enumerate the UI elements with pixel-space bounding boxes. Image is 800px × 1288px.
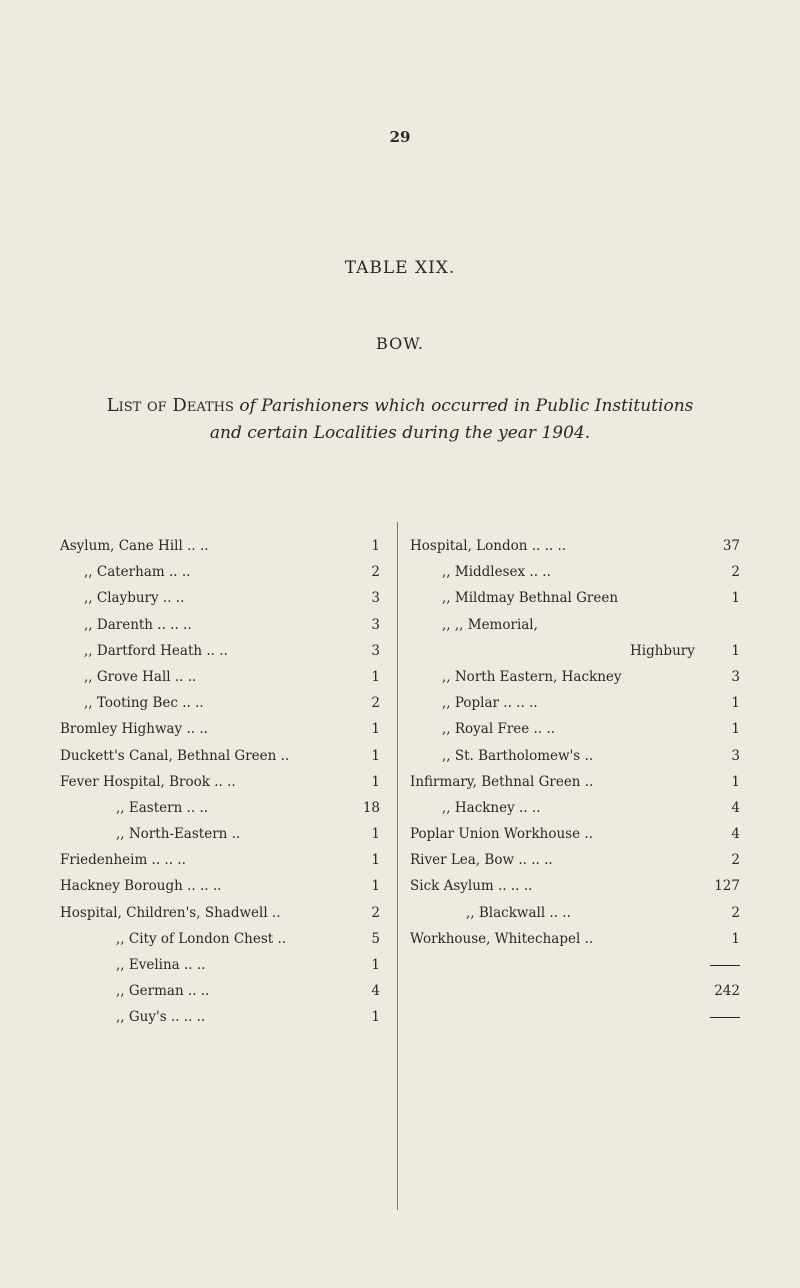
death-count: 127 xyxy=(714,878,740,895)
institution-name: Infirmary, Bethnal Green .. xyxy=(410,773,594,790)
table-row xyxy=(410,926,740,952)
table-row xyxy=(60,821,380,847)
table-caption xyxy=(80,392,720,447)
right-column xyxy=(410,533,740,1031)
table-row xyxy=(410,638,740,664)
death-count: 4 xyxy=(731,826,740,843)
death-count: 1 xyxy=(371,957,380,973)
death-count: 1 xyxy=(731,721,740,738)
caption-rest: of Parishioners which occurred in Public Institutions xyxy=(233,396,694,416)
death-count: 1 xyxy=(371,852,380,869)
death-count: 1 xyxy=(731,773,740,790)
table-row xyxy=(60,743,380,769)
death-count: 2 xyxy=(371,904,380,921)
table-row xyxy=(60,533,380,559)
column-divider xyxy=(397,522,398,1210)
death-count: 3 xyxy=(371,590,380,607)
institution-name: ,, City of London Chest .. xyxy=(116,930,287,947)
death-count: 3 xyxy=(371,616,380,633)
death-count: 3 xyxy=(371,642,380,659)
death-count: 1 xyxy=(371,747,380,764)
death-count: 5 xyxy=(371,930,380,947)
death-count: 1 xyxy=(371,826,380,843)
total-rule-bottom xyxy=(410,1004,740,1030)
institution-name: ,, Dartford Heath .. .. xyxy=(84,642,228,659)
table-row xyxy=(410,690,740,716)
institution-name: Bromley Highway .. .. xyxy=(60,721,208,738)
table-row xyxy=(60,900,380,926)
table-row xyxy=(60,926,380,952)
table-row xyxy=(410,847,740,873)
table-row xyxy=(60,612,380,638)
table-row xyxy=(410,769,740,795)
table-row xyxy=(60,952,380,978)
death-count: 4 xyxy=(731,799,740,816)
institution-name: Hospital, London .. .. .. xyxy=(410,538,567,554)
institution-name: ,, Darenth .. .. .. xyxy=(84,616,192,633)
death-count: 4 xyxy=(371,983,380,1000)
institution-name: Sick Asylum .. .. .. xyxy=(410,878,533,895)
institution-name: ,, St. Bartholomew's .. xyxy=(442,747,594,764)
table-row xyxy=(410,900,740,926)
institution-name: Workhouse, Whitechapel .. xyxy=(410,930,594,947)
institution-name: ,, German .. .. xyxy=(116,983,210,1000)
rule-line xyxy=(710,1017,740,1018)
table-row xyxy=(60,769,380,795)
death-count: 1 xyxy=(731,930,740,947)
table-row xyxy=(60,978,380,1004)
institution-name: ,, Hackney .. .. xyxy=(442,799,541,816)
table-row xyxy=(410,873,740,899)
death-count: 1 xyxy=(371,668,380,685)
institution-name: Poplar Union Workhouse .. xyxy=(410,826,593,843)
institution-name: ,, Poplar .. .. .. xyxy=(442,695,538,712)
total-row xyxy=(410,978,740,1004)
table-row xyxy=(60,585,380,611)
institution-name: ,, Grove Hall .. .. xyxy=(84,668,197,685)
total-count: 242 xyxy=(714,983,740,1000)
institution-name: ,, Blackwall .. .. xyxy=(466,904,571,921)
caption-line-1 xyxy=(80,392,720,420)
table-row xyxy=(60,638,380,664)
institution-name: ,, Evelina .. .. xyxy=(116,957,206,973)
death-count: 2 xyxy=(731,904,740,921)
table-row xyxy=(60,847,380,873)
left-column xyxy=(60,533,380,1031)
district-heading: BOW. xyxy=(376,334,424,353)
institution-name: Fever Hospital, Brook .. .. xyxy=(60,773,236,790)
institution-name: Hackney Borough .. .. .. xyxy=(60,878,222,895)
table-row xyxy=(60,690,380,716)
institution-name: ,, Caterham .. .. xyxy=(84,564,191,581)
rule-line xyxy=(710,965,740,966)
institution-name: Highbury xyxy=(630,642,695,659)
institution-name: ,, Mildmay Bethnal Green xyxy=(442,590,619,607)
institution-name: Asylum, Cane Hill .. .. xyxy=(60,538,209,554)
institution-name: Friedenheim .. .. .. xyxy=(60,852,186,869)
death-count: 2 xyxy=(371,695,380,712)
table-row xyxy=(60,795,380,821)
death-count: 1 xyxy=(371,1009,380,1026)
institution-name: ,, ,, Memorial, xyxy=(442,616,538,633)
table-row xyxy=(410,743,740,769)
table-row xyxy=(410,664,740,690)
institution-name: River Lea, Bow .. .. .. xyxy=(410,852,553,869)
caption-lead: List of Deaths xyxy=(106,395,234,416)
death-count: 1 xyxy=(371,538,380,554)
death-count: 2 xyxy=(731,852,740,869)
table-row xyxy=(60,664,380,690)
table-title: TABLE XIX. xyxy=(344,258,456,278)
table-row xyxy=(60,716,380,742)
institution-name: ,, Middlesex .. .. xyxy=(442,564,551,581)
death-count: 1 xyxy=(371,878,380,895)
table-row xyxy=(60,559,380,585)
death-count: 2 xyxy=(731,564,740,581)
death-count: 2 xyxy=(371,564,380,581)
total-rule-top xyxy=(410,952,740,978)
death-count: 1 xyxy=(371,773,380,790)
caption-line-2: and certain Localities during the year 1904. xyxy=(209,423,591,443)
table-row xyxy=(410,795,740,821)
death-count: 37 xyxy=(722,538,740,554)
table-row xyxy=(410,821,740,847)
death-count: 3 xyxy=(731,668,740,685)
table-row xyxy=(60,873,380,899)
page-number: 29 xyxy=(389,128,411,146)
death-count: 1 xyxy=(731,642,740,659)
table-row xyxy=(410,716,740,742)
table-row xyxy=(410,585,740,611)
table-row xyxy=(410,533,740,559)
institution-name: ,, Claybury .. .. xyxy=(84,590,185,607)
death-count: 1 xyxy=(371,721,380,738)
institution-name: ,, Guy's .. .. .. xyxy=(116,1009,206,1026)
institution-name: ,, North Eastern, Hackney xyxy=(442,668,622,685)
death-count: 18 xyxy=(362,799,380,816)
table-row xyxy=(410,559,740,585)
institution-name: ,, Tooting Bec .. .. xyxy=(84,695,204,712)
institution-name: ,, Royal Free .. .. xyxy=(442,721,555,738)
table-row xyxy=(60,1004,380,1030)
death-count: 1 xyxy=(731,695,740,712)
death-count: 1 xyxy=(731,590,740,607)
death-count: 3 xyxy=(731,747,740,764)
institution-name: Duckett's Canal, Bethnal Green .. xyxy=(60,747,290,764)
institution-name: Hospital, Children's, Shadwell .. xyxy=(60,904,281,921)
institution-name: ,, North-Eastern .. xyxy=(116,826,241,843)
institution-name: ,, Eastern .. .. xyxy=(116,799,209,816)
table-row xyxy=(410,612,740,638)
